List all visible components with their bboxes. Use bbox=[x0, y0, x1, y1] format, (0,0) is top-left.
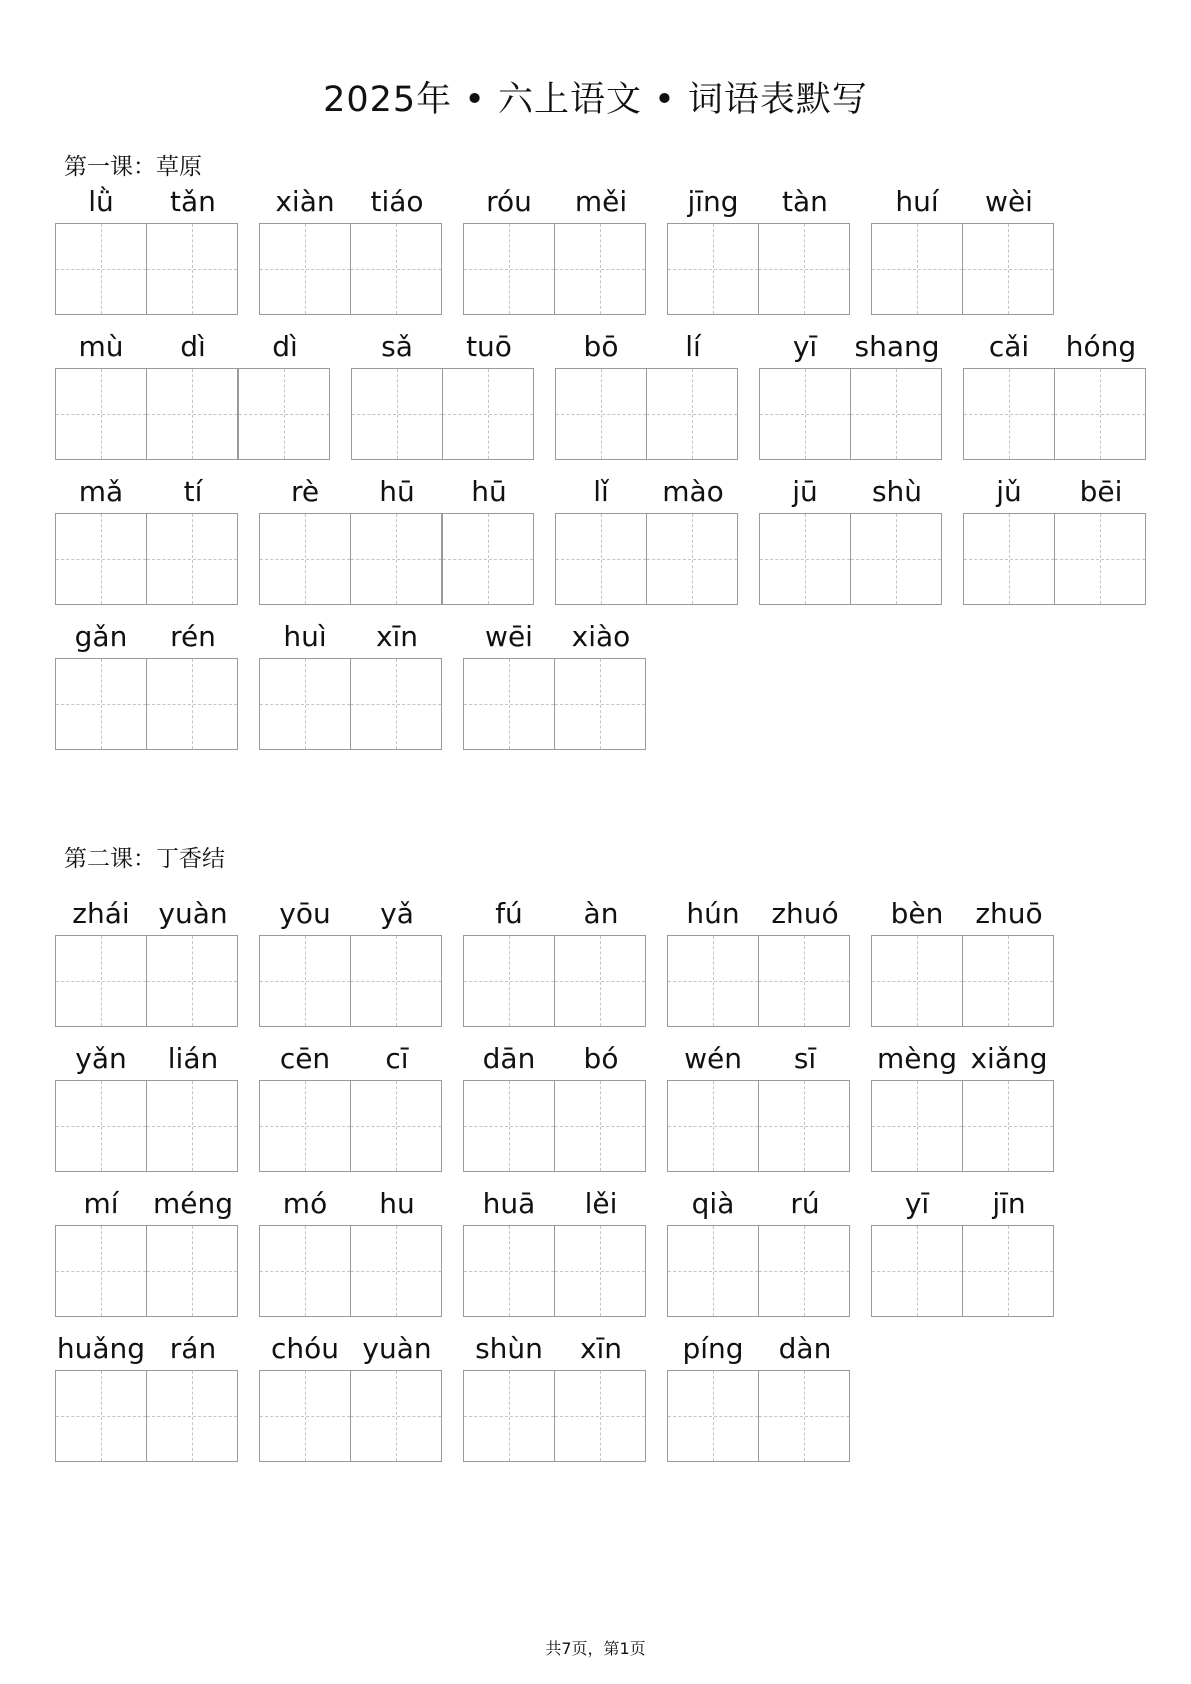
word-block bbox=[55, 616, 239, 750]
word-block bbox=[55, 1328, 239, 1462]
writing-box bbox=[350, 658, 442, 750]
writing-box bbox=[259, 935, 351, 1027]
word-block bbox=[667, 1038, 851, 1172]
char-cell bbox=[667, 181, 759, 315]
writing-box bbox=[758, 1370, 850, 1462]
char-cell bbox=[147, 1038, 239, 1172]
writing-box bbox=[146, 368, 238, 460]
pinyin-label: lí bbox=[685, 330, 701, 363]
char-cell bbox=[759, 181, 851, 315]
pinyin-label: qià bbox=[691, 1187, 735, 1220]
char-cell bbox=[55, 616, 147, 750]
pinyin-label: rú bbox=[790, 1187, 820, 1220]
char-cell bbox=[147, 1328, 239, 1462]
word-block bbox=[259, 616, 443, 750]
word-block bbox=[667, 1183, 851, 1317]
word-block bbox=[555, 326, 739, 460]
writing-box bbox=[55, 935, 147, 1027]
pinyin-label: tiáo bbox=[370, 185, 424, 218]
pinyin-label: bō bbox=[583, 330, 619, 363]
pinyin-label: yōu bbox=[279, 897, 331, 930]
char-cell bbox=[147, 181, 239, 315]
writing-box bbox=[759, 368, 851, 460]
pinyin-label: rán bbox=[169, 1332, 217, 1365]
writing-box bbox=[759, 513, 851, 605]
char-cell bbox=[555, 326, 647, 460]
word-block bbox=[463, 1038, 647, 1172]
pinyin-label: xiào bbox=[571, 620, 631, 653]
lesson-1-row-4 bbox=[55, 616, 667, 750]
word-block bbox=[259, 181, 443, 315]
writing-box bbox=[646, 513, 738, 605]
pinyin-label: lěi bbox=[584, 1187, 618, 1220]
writing-box bbox=[146, 1080, 238, 1172]
char-cell bbox=[871, 181, 963, 315]
pinyin-label: xīn bbox=[375, 620, 419, 653]
char-cell bbox=[963, 471, 1055, 605]
writing-box bbox=[667, 935, 759, 1027]
pinyin-label: tàn bbox=[782, 185, 828, 218]
word-block bbox=[667, 181, 851, 315]
writing-box bbox=[350, 1080, 442, 1172]
char-cell bbox=[759, 1183, 851, 1317]
writing-box bbox=[962, 1080, 1054, 1172]
char-cell bbox=[667, 1183, 759, 1317]
writing-box bbox=[463, 658, 555, 750]
writing-box bbox=[350, 513, 442, 605]
word-block bbox=[759, 326, 943, 460]
writing-box bbox=[55, 658, 147, 750]
pinyin-label: mù bbox=[78, 330, 124, 363]
lesson-1-heading: 第一课：草原 bbox=[64, 154, 202, 180]
writing-box bbox=[554, 935, 646, 1027]
pinyin-label: wén bbox=[684, 1042, 742, 1075]
writing-box bbox=[667, 223, 759, 315]
word-block bbox=[463, 893, 647, 1027]
word-block bbox=[259, 1183, 443, 1317]
char-cell bbox=[759, 1038, 851, 1172]
writing-box bbox=[871, 223, 963, 315]
pinyin-label: mó bbox=[282, 1187, 328, 1220]
char-cell bbox=[759, 893, 851, 1027]
pinyin-label: jū bbox=[792, 475, 818, 508]
char-cell bbox=[555, 1183, 647, 1317]
pinyin-label: yǎ bbox=[380, 897, 414, 930]
char-cell bbox=[555, 1328, 647, 1462]
char-cell bbox=[351, 1183, 443, 1317]
pinyin-label: sī bbox=[793, 1042, 817, 1075]
pinyin-label: cēn bbox=[279, 1042, 331, 1075]
pinyin-label: huǎng bbox=[56, 1332, 146, 1365]
char-cell bbox=[351, 893, 443, 1027]
writing-box bbox=[146, 935, 238, 1027]
pinyin-label: tuō bbox=[466, 330, 512, 363]
char-cell bbox=[351, 326, 443, 460]
pinyin-label: cī bbox=[385, 1042, 409, 1075]
lesson-2-row-3 bbox=[55, 1183, 1075, 1317]
char-cell bbox=[239, 326, 331, 460]
writing-box bbox=[1054, 513, 1146, 605]
lesson-2-row-2 bbox=[55, 1038, 1075, 1172]
writing-box bbox=[146, 513, 238, 605]
pinyin-label: xīn bbox=[579, 1332, 623, 1365]
word-block bbox=[463, 616, 647, 750]
pinyin-label: dàn bbox=[778, 1332, 832, 1365]
page-footer: 共7页，第1页 bbox=[545, 1639, 646, 1658]
writing-box bbox=[554, 1370, 646, 1462]
word-block bbox=[55, 471, 239, 605]
pinyin-label: huā bbox=[482, 1187, 536, 1220]
pinyin-label: hún bbox=[686, 897, 740, 930]
char-cell bbox=[443, 326, 535, 460]
writing-box bbox=[758, 1225, 850, 1317]
writing-box bbox=[463, 223, 555, 315]
pinyin-label: lǜ bbox=[88, 185, 114, 218]
char-cell bbox=[259, 1183, 351, 1317]
char-cell bbox=[259, 1328, 351, 1462]
char-cell bbox=[463, 1328, 555, 1462]
page-title: 2025年 • 六上语文 • 词语表默写 bbox=[323, 80, 868, 120]
lesson-2-row-1 bbox=[55, 893, 1075, 1027]
lesson-1-row-1 bbox=[55, 181, 1075, 315]
char-cell bbox=[1055, 326, 1147, 460]
writing-box bbox=[758, 1080, 850, 1172]
pinyin-label: sǎ bbox=[381, 330, 413, 363]
char-cell bbox=[351, 616, 443, 750]
pinyin-label: àn bbox=[583, 897, 619, 930]
word-block bbox=[259, 1038, 443, 1172]
word-block bbox=[667, 1328, 851, 1462]
pinyin-label: xiàn bbox=[275, 185, 335, 218]
pinyin-label: dì bbox=[180, 330, 206, 363]
word-block bbox=[259, 893, 443, 1027]
pinyin-label: gǎn bbox=[74, 620, 128, 653]
pinyin-label: jīng bbox=[687, 185, 739, 218]
pinyin-label: mào bbox=[662, 475, 724, 508]
writing-box bbox=[55, 1225, 147, 1317]
pinyin-label: bó bbox=[583, 1042, 619, 1075]
char-cell bbox=[55, 1038, 147, 1172]
lesson-2-row-4 bbox=[55, 1328, 871, 1462]
char-cell bbox=[963, 1183, 1055, 1317]
char-cell bbox=[647, 471, 739, 605]
word-block bbox=[259, 471, 535, 605]
char-cell bbox=[963, 181, 1055, 315]
char-cell bbox=[667, 1328, 759, 1462]
writing-box bbox=[55, 1370, 147, 1462]
writing-box bbox=[55, 513, 147, 605]
char-cell bbox=[259, 893, 351, 1027]
pinyin-label: hu bbox=[379, 1187, 415, 1220]
char-cell bbox=[147, 616, 239, 750]
char-cell bbox=[555, 1038, 647, 1172]
pinyin-label: mí bbox=[83, 1187, 119, 1220]
writing-box bbox=[962, 223, 1054, 315]
pinyin-label: tí bbox=[183, 475, 203, 508]
writing-box bbox=[758, 935, 850, 1027]
char-cell bbox=[351, 471, 443, 605]
pinyin-label: hóng bbox=[1065, 330, 1137, 363]
writing-box bbox=[667, 1080, 759, 1172]
pinyin-label: rén bbox=[170, 620, 216, 653]
pinyin-label: lián bbox=[167, 1042, 219, 1075]
pinyin-label: zhuō bbox=[975, 897, 1043, 930]
char-cell bbox=[963, 893, 1055, 1027]
writing-box bbox=[667, 1225, 759, 1317]
char-cell bbox=[555, 893, 647, 1027]
char-cell bbox=[259, 1038, 351, 1172]
char-cell bbox=[259, 181, 351, 315]
writing-box bbox=[963, 368, 1055, 460]
pinyin-label: měi bbox=[574, 185, 628, 218]
pinyin-label: jīn bbox=[992, 1187, 1026, 1220]
word-block bbox=[871, 893, 1055, 1027]
lesson-1-row-2 bbox=[55, 326, 1167, 460]
char-cell bbox=[667, 1038, 759, 1172]
writing-box bbox=[350, 1225, 442, 1317]
writing-box bbox=[350, 1370, 442, 1462]
writing-box bbox=[962, 935, 1054, 1027]
writing-box bbox=[554, 1080, 646, 1172]
writing-box bbox=[555, 513, 647, 605]
writing-box bbox=[146, 1370, 238, 1462]
writing-box bbox=[963, 513, 1055, 605]
pinyin-label: yuàn bbox=[362, 1332, 432, 1365]
char-cell bbox=[351, 1328, 443, 1462]
char-cell bbox=[851, 326, 943, 460]
word-block bbox=[871, 181, 1055, 315]
writing-box bbox=[554, 1225, 646, 1317]
pinyin-label: yǎn bbox=[75, 1042, 127, 1075]
writing-box bbox=[55, 368, 147, 460]
pinyin-label: zhái bbox=[72, 897, 130, 930]
pinyin-label: píng bbox=[682, 1332, 744, 1365]
char-cell bbox=[147, 326, 239, 460]
char-cell bbox=[963, 1038, 1055, 1172]
pinyin-label: róu bbox=[486, 185, 532, 218]
pinyin-label: shù bbox=[871, 475, 923, 508]
char-cell bbox=[443, 471, 535, 605]
writing-box bbox=[758, 223, 850, 315]
char-cell bbox=[259, 616, 351, 750]
writing-box bbox=[350, 935, 442, 1027]
char-cell bbox=[555, 471, 647, 605]
char-cell bbox=[759, 471, 851, 605]
writing-box bbox=[646, 368, 738, 460]
writing-box bbox=[555, 368, 647, 460]
pinyin-label: xiǎng bbox=[970, 1042, 1048, 1075]
pinyin-label: wēi bbox=[485, 620, 533, 653]
char-cell bbox=[463, 616, 555, 750]
writing-box bbox=[1054, 368, 1146, 460]
pinyin-label: hū bbox=[379, 475, 415, 508]
pinyin-label: méng bbox=[152, 1187, 234, 1220]
writing-box bbox=[850, 368, 942, 460]
char-cell bbox=[55, 181, 147, 315]
word-block bbox=[963, 326, 1147, 460]
word-block bbox=[55, 181, 239, 315]
char-cell bbox=[55, 1183, 147, 1317]
pinyin-label: hū bbox=[471, 475, 507, 508]
word-block bbox=[871, 1183, 1055, 1317]
lesson-1-row-3 bbox=[55, 471, 1167, 605]
writing-box bbox=[259, 513, 351, 605]
writing-box bbox=[554, 658, 646, 750]
word-block bbox=[463, 1183, 647, 1317]
pinyin-label: yuàn bbox=[158, 897, 228, 930]
char-cell bbox=[147, 1183, 239, 1317]
char-cell bbox=[259, 471, 351, 605]
pinyin-label: chóu bbox=[270, 1332, 340, 1365]
char-cell bbox=[555, 616, 647, 750]
writing-box bbox=[442, 368, 534, 460]
writing-box bbox=[463, 1370, 555, 1462]
writing-box bbox=[259, 223, 351, 315]
word-block bbox=[963, 471, 1147, 605]
pinyin-label: tǎn bbox=[170, 185, 216, 218]
writing-box bbox=[871, 935, 963, 1027]
pinyin-label: shang bbox=[854, 330, 940, 363]
writing-box bbox=[463, 1225, 555, 1317]
pinyin-label: fú bbox=[495, 897, 523, 930]
writing-box bbox=[962, 1225, 1054, 1317]
char-cell bbox=[55, 326, 147, 460]
writing-box bbox=[146, 1225, 238, 1317]
char-cell bbox=[147, 893, 239, 1027]
word-block bbox=[871, 1038, 1055, 1172]
word-block bbox=[555, 471, 739, 605]
pinyin-label: mǎ bbox=[78, 475, 124, 508]
char-cell bbox=[871, 893, 963, 1027]
word-block bbox=[351, 326, 535, 460]
char-cell bbox=[351, 1038, 443, 1172]
char-cell bbox=[463, 1183, 555, 1317]
pinyin-label: dì bbox=[272, 330, 298, 363]
writing-box bbox=[350, 223, 442, 315]
writing-box bbox=[146, 658, 238, 750]
pinyin-label: huí bbox=[895, 185, 939, 218]
pinyin-label: yī bbox=[792, 330, 818, 363]
char-cell bbox=[55, 471, 147, 605]
writing-box bbox=[871, 1080, 963, 1172]
char-cell bbox=[851, 471, 943, 605]
char-cell bbox=[647, 326, 739, 460]
pinyin-label: jǔ bbox=[996, 475, 1022, 508]
writing-box bbox=[850, 513, 942, 605]
pinyin-label: rè bbox=[290, 475, 320, 508]
lesson-2-heading: 第二课：丁香结 bbox=[64, 846, 225, 872]
char-cell bbox=[759, 326, 851, 460]
pinyin-label: huì bbox=[283, 620, 327, 653]
char-cell bbox=[463, 893, 555, 1027]
char-cell bbox=[463, 1038, 555, 1172]
word-block bbox=[463, 181, 647, 315]
word-block bbox=[259, 1328, 443, 1462]
pinyin-label: bèn bbox=[890, 897, 944, 930]
writing-box bbox=[351, 368, 443, 460]
writing-box bbox=[259, 658, 351, 750]
writing-box bbox=[238, 368, 330, 460]
char-cell bbox=[147, 471, 239, 605]
word-block bbox=[667, 893, 851, 1027]
char-cell bbox=[351, 181, 443, 315]
char-cell bbox=[463, 181, 555, 315]
char-cell bbox=[759, 1328, 851, 1462]
char-cell bbox=[667, 893, 759, 1027]
writing-box bbox=[667, 1370, 759, 1462]
word-block bbox=[759, 471, 943, 605]
pinyin-label: bēi bbox=[1079, 475, 1123, 508]
pinyin-label: dān bbox=[482, 1042, 536, 1075]
char-cell bbox=[555, 181, 647, 315]
pinyin-label: lǐ bbox=[593, 475, 609, 508]
word-block bbox=[55, 1183, 239, 1317]
writing-box bbox=[259, 1080, 351, 1172]
word-block bbox=[55, 893, 239, 1027]
char-cell bbox=[871, 1183, 963, 1317]
char-cell bbox=[55, 893, 147, 1027]
writing-box bbox=[442, 513, 534, 605]
char-cell bbox=[1055, 471, 1147, 605]
writing-box bbox=[259, 1370, 351, 1462]
writing-box bbox=[55, 223, 147, 315]
pinyin-label: wèi bbox=[985, 185, 1033, 218]
pinyin-label: shùn bbox=[475, 1332, 543, 1365]
writing-box bbox=[871, 1225, 963, 1317]
writing-box bbox=[55, 1080, 147, 1172]
writing-box bbox=[554, 223, 646, 315]
char-cell bbox=[871, 1038, 963, 1172]
pinyin-label: cǎi bbox=[988, 330, 1030, 363]
writing-box bbox=[259, 1225, 351, 1317]
writing-box bbox=[463, 935, 555, 1027]
char-cell bbox=[55, 1328, 147, 1462]
pinyin-label: zhuó bbox=[771, 897, 839, 930]
word-block bbox=[463, 1328, 647, 1462]
writing-box bbox=[146, 223, 238, 315]
word-block bbox=[55, 1038, 239, 1172]
pinyin-label: mèng bbox=[876, 1042, 958, 1075]
char-cell bbox=[963, 326, 1055, 460]
writing-box bbox=[463, 1080, 555, 1172]
word-block bbox=[55, 326, 331, 460]
pinyin-label: yī bbox=[904, 1187, 930, 1220]
